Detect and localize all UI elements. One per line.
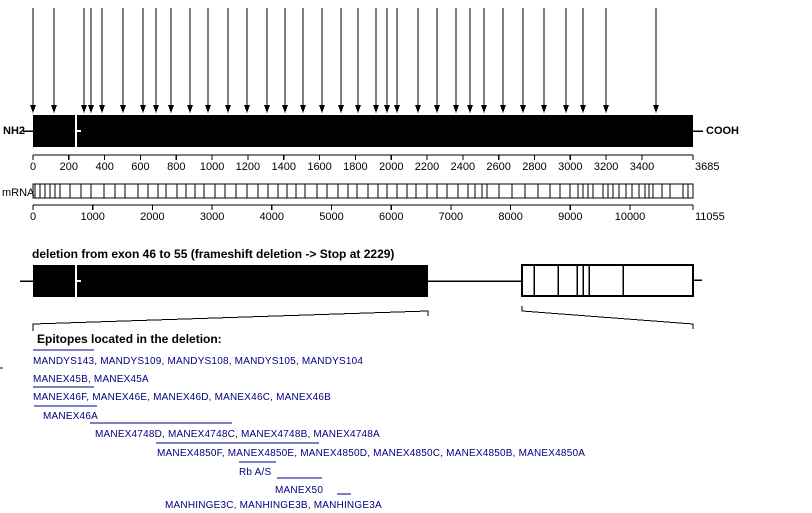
mrna-bar	[33, 184, 693, 198]
protein-ruler-tick-label: 800	[167, 161, 186, 173]
arrowhead	[153, 105, 159, 113]
protein-ruler-tick-label: 1400	[271, 161, 296, 173]
epitope-row: MANEX46F, MANEX46E, MANEX46D, MANEX46C, MANEX46B	[33, 392, 332, 403]
cooh-label: COOH	[706, 125, 739, 137]
arrowhead	[434, 105, 440, 113]
mrna-ruler-tick-label: 5000	[319, 211, 344, 223]
epitope-row: MANEX50	[275, 485, 324, 496]
arrowhead	[264, 105, 270, 113]
arrowhead	[319, 105, 325, 113]
arrowhead	[500, 105, 506, 113]
arrowhead	[205, 105, 211, 113]
mrna-ruler-tick-label: 10000	[614, 211, 646, 223]
protein-ruler-tick-label: 2200	[414, 161, 440, 173]
mrna-ruler-end-label: 11055	[695, 211, 725, 223]
arrowhead	[415, 105, 421, 113]
protein-ruler-end-label: 3685	[695, 161, 720, 173]
mrna-ruler-tick-label: 1000	[80, 211, 105, 223]
arrowhead	[282, 105, 288, 113]
protein-ruler-tick-label: 200	[59, 161, 78, 173]
epitope-row: MANEX4748D, MANEX4748C, MANEX4748B, MANEX4748A	[95, 429, 380, 440]
protein-ruler-tick-label: 1800	[343, 161, 368, 173]
epitope-row: MANDYS143, MANDYS109, MANDYS108, MANDYS105, MANDYS104	[33, 356, 364, 367]
arrowhead	[373, 105, 379, 113]
arrowhead	[520, 105, 526, 113]
arrowhead	[603, 105, 609, 113]
arrowhead	[120, 105, 126, 113]
arrowhead	[81, 105, 87, 113]
protein-ruler-tick-label: 0	[29, 161, 37, 173]
arrowhead	[225, 105, 231, 113]
arrowhead	[187, 105, 193, 113]
arrowhead	[481, 105, 487, 113]
protein-ruler-tick-label: 400	[95, 161, 114, 173]
epitope-row: MANEX45B, MANEX45A	[33, 374, 149, 385]
epitope-row: Rb A/S	[239, 467, 272, 478]
protein-ruler-tick-label: 1600	[307, 161, 332, 173]
arrowhead	[453, 105, 459, 113]
mrna-ruler-tick-label: 2000	[140, 211, 165, 223]
epitopes-heading: Epitopes located in the deletion:	[37, 332, 222, 346]
mrna-ruler-tick-label: 7000	[438, 211, 464, 223]
arrowhead	[467, 105, 473, 113]
deletion-title: deletion from exon 46 to 55 (frameshift deletion -> Stop at 2229)	[32, 247, 395, 261]
protein-bar	[33, 115, 693, 147]
downstream-open-box	[522, 265, 693, 296]
arrowhead	[541, 105, 547, 113]
mrna-ruler-tick-label: 8000	[498, 211, 523, 223]
epitope-row: MANEX46A	[43, 411, 98, 422]
protein-ruler-tick-label: 1200	[235, 161, 261, 173]
epitope-row: MANEX4850F, MANEX4850E, MANEX4850D, MANEX4850C, MANEX4850B, MANEX4850A	[157, 448, 586, 459]
protein-ruler-tick-label: 3000	[558, 161, 583, 173]
nh2-label: NH2	[3, 125, 26, 137]
protein-ruler-tick-label: 3400	[629, 161, 655, 173]
arrowhead	[51, 105, 57, 113]
arrowhead	[338, 105, 344, 113]
arrowhead	[580, 105, 586, 113]
protein-ruler-tick-label: 600	[131, 161, 150, 173]
protein-ruler-tick-label: 1000	[199, 161, 225, 173]
arrowhead	[384, 105, 390, 113]
arrowhead	[355, 105, 361, 113]
protein-ruler-tick-label: 2600	[486, 161, 511, 173]
arrowhead	[653, 105, 659, 113]
epitope-row: MANHINGE3C, MANHINGE3B, MANHINGE3A	[165, 500, 382, 511]
arrowhead	[394, 105, 400, 113]
arrowhead	[244, 105, 250, 113]
arrowhead	[88, 105, 94, 113]
arrowhead	[99, 105, 105, 113]
arrowhead	[30, 105, 36, 113]
arrowhead	[140, 105, 146, 113]
arrowhead	[300, 105, 306, 113]
mrna-ruler-tick-label: 0	[29, 211, 37, 223]
zoom-bracket-left	[33, 311, 428, 331]
mrna-ruler-tick-label: 6000	[378, 211, 404, 223]
arrowhead	[168, 105, 174, 113]
arrowhead	[563, 105, 569, 113]
protein-ruler-tick-label: 2000	[378, 161, 404, 173]
deleted-protein-bar	[33, 265, 428, 297]
zoom-bracket-right	[522, 306, 693, 329]
mrna-ruler-tick-label: 3000	[199, 211, 225, 223]
protein-ruler-tick-label: 2400	[450, 161, 476, 173]
protein-ruler-tick-label: 2800	[522, 161, 547, 173]
mrna-label: mRNA	[2, 187, 35, 199]
mrna-ruler-tick-label: 9000	[558, 211, 583, 223]
mrna-ruler-tick-label: 4000	[259, 211, 285, 223]
protein-ruler-tick-label: 3200	[593, 161, 619, 173]
